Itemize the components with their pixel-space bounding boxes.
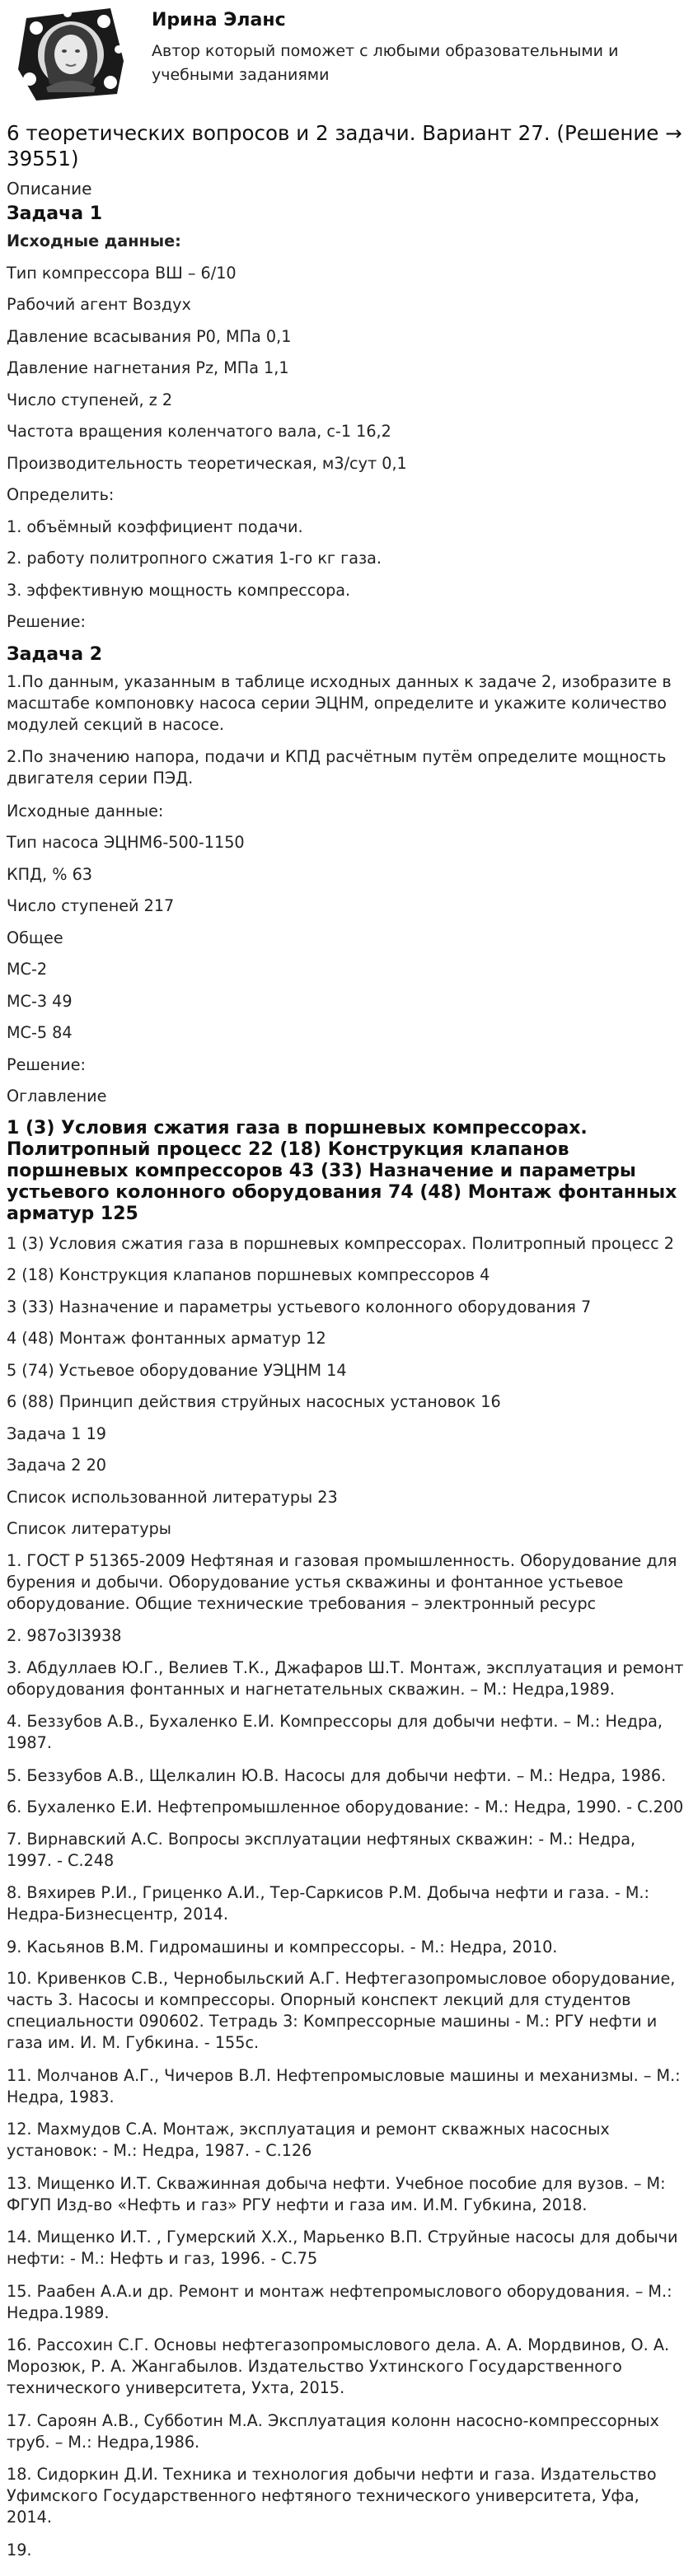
author-block (7, 0, 685, 112)
literature-item: 4. Беззубов А.В., Бухаленко Е.И. Компрессоры для добычи нефти. – М.: Недра, 1987. (7, 1712, 663, 1752)
toc-item: 1 (3) Условия сжатия газа в поршневых компрессорах. Политропный процесс 2 (7, 1233, 674, 1253)
task1-line: Определить: (7, 485, 115, 504)
literature-item: 1. ГОСТ Р 51365-2009 Нефтяная и газовая промышленность. Оборудование для бурения и добычи. Оборудование устья скважины и фонтанное устьевое оборудование. Общие технические требования – электронный ресурс (7, 1550, 677, 1613)
task2-line: Тип насоса ЭЦНМ6-500-1150 (7, 833, 245, 852)
task2-heading: Задача 2 (7, 643, 103, 665)
literature-item: 7. Вирнавский А.С. Вопросы эксплуатации нефтяных скважин: - М.: Недра, 1997. - С.248 (7, 1829, 636, 1870)
author-name[interactable]: Ирина Эланс (152, 10, 286, 30)
task2-line: МС-5 84 (7, 1023, 73, 1042)
literature-item: 14. Мищенко И.Т. , Гумерский Х.Х., Марьенко В.П. Струйные насосы для добычи нефти: - М.: Нефть и газ, 1996. - С.75 (7, 2228, 678, 2268)
task1-line: 1. объёмный коэффициент подачи. (7, 517, 303, 536)
literature-label: Список литературы (7, 1519, 171, 1538)
task1-line: Рабочий агент Воздух (7, 295, 191, 314)
task2-line: МС-3 49 (7, 991, 73, 1011)
toc-item: Список использованной литературы 23 (7, 1487, 338, 1507)
literature-item: 13. Мищенко И.Т. Скважинная добыча нефти. Учебное пособие для вузов. – М: ФГУП Изд-во «Нефть и газ» РГУ нефти и газа им. И.М. Губкина, 2018. (7, 2173, 666, 2214)
task2-line: Исходные данные: (7, 801, 164, 820)
page-title: 6 теоретических вопросов и 2 задачи. Вариант 27. (Решение → 39551) (7, 121, 682, 171)
task1-line: Производительность теоретическая, м3/сут 0,1 (7, 453, 407, 473)
author-avatar-icon[interactable] (12, 3, 129, 104)
literature-item: 6. Бухаленко Е.И. Нефтепромышленное оборудование: - М.: Недра, 1990. - С.200 (7, 1798, 684, 1816)
literature-item: 18. Сидоркин Д.И. Техника и технология добычи нефти и газа. Издательство Уфимского Государственного нефтяного технического университета, Уфа, 2014. (7, 2465, 657, 2527)
toc-item: 6 (88) Принцип действия струйных насосных установок 16 (7, 1392, 501, 1411)
toc-item: 2 (18) Конструкция клапанов поршневых компрессоров 4 (7, 1265, 490, 1284)
task2-line: МС-2 (7, 960, 48, 979)
literature-item: 12. Махмудов С.А. Монтаж, эксплуатация и ремонт скважных насосных установок: - М.: Недра, 1987. - С.126 (7, 2120, 610, 2160)
toc-item: 4 (48) Монтаж фонтанных арматур 12 (7, 1329, 326, 1348)
task1-line: Тип компрессора ВШ – 6/10 (7, 263, 237, 283)
task2-line: 2.По значению напора, подачи и КПД расчётным путём определите мощность двигателя серии ПЭД. (7, 747, 667, 788)
toc-item: 5 (74) Устьевое оборудование УЭЦНМ 14 (7, 1360, 347, 1380)
literature-item: 10. Кривенков С.В., Чернобыльский А.Г. Нефтегазопромысловое оборудование, часть 3. Насосы и компрессоры. Опорный конспект лекций для студентов специальности 090602. Тетрадь 3: Компрессорные машины - М.: РГУ нефти и газа им. И. М. Губкина. - 155с. (7, 1969, 676, 2052)
toc-heading: 1 (3) Условия сжатия газа в поршневых компрессорах. Политропный процесс 22 (18) Конструкция клапанов поршневых компрессоров 43 (33) Назначение и параметры устьевого колонного оборудования 74 (48) Монтаж фонтанных арматур 125 (7, 1117, 677, 1224)
task1-line: 2. работу политропного сжатия 1-го кг газа. (7, 549, 382, 568)
toc-label: Оглавление (7, 1087, 107, 1106)
task1-line: Частота вращения коленчатого вала, с-1 16,2 (7, 422, 391, 441)
task2-line: Число ступеней 217 (7, 896, 175, 915)
literature-item: 17. Сароян А.В., Субботин М.А. Эксплуатация колонн насосно-компрессорных труб. – М.: Недра,1986. (7, 2410, 659, 2452)
task2-line: Общее (7, 928, 63, 947)
task1-line: Решение: (7, 612, 87, 631)
literature-item: 19. (7, 2540, 32, 2560)
toc-item: Задача 1 19 (7, 1424, 106, 1443)
task2-line: 1.По данным, указанным в таблице исходных данных к задаче 2, изобразите в масштабе компоновку насоса серии ЭЦНМ, определите и укажите количество модулей секций в насосе. (7, 671, 672, 734)
task1-line: Число ступеней, z 2 (7, 390, 173, 409)
literature-item: 2. 987o3I3938 (7, 1626, 122, 1645)
description-label: Описание (7, 179, 92, 199)
author-description: Автор который поможет с любыми образовательными и учебными заданиями (152, 42, 619, 84)
task1-line: 3. эффективную мощность компрессора. (7, 580, 351, 600)
task2-line: КПД, % 63 (7, 864, 92, 884)
toc-item: 3 (33) Назначение и параметры устьевого колонного оборудования 7 (7, 1297, 592, 1316)
literature-item: 5. Беззубов А.В., Щелкалин Ю.В. Насосы для добычи нефти. – М.: Недра, 1986. (7, 1765, 667, 1785)
literature-item: 16. Рассохин С.Г. Основы нефтегазопромыслового дела. А. А. Мордвинов, О. А. Морозюк, Р. А. Жангабылов. Издательство Ухтинского Государственного технического университета, Ухта, 2015. (7, 2335, 670, 2397)
task1-line: Давление всасывания P0, МПа 0,1 (7, 326, 292, 346)
literature-item: 15. Раабен А.А.и др. Ремонт и монтаж нефтепромыслового оборудования. – М.: Недра.1989. (7, 2281, 672, 2322)
task1-heading: Задача 1 (7, 203, 103, 224)
literature-item: 3. Абдуллаев Ю.Г., Велиев Т.К., Джафаров Ш.Т. Монтаж, эксплуатация и ремонт оборудования фонтанных и нагнетательных скважин. – М.: Недра,1989. (7, 1657, 684, 1699)
task1-initial-data-label: Исходные данные: (7, 231, 181, 250)
literature-item: 11. Молчанов А.Г., Чичеров В.Л. Нефтепромысловые машины и механизмы. – М.: Недра, 1983. (7, 2065, 681, 2106)
task1-line: Давление нагнетания Pz, МПа 1,1 (7, 358, 289, 377)
literature-item: 8. Вяхирев Р.И., Гриценко А.И., Тер-Саркисов Р.М. Добыча нефти и газа. - М.: Недра-Бизнесцентр, 2014. (7, 1883, 649, 1924)
toc-item: Задача 2 20 (7, 1456, 106, 1475)
task2-line: Решение: (7, 1054, 87, 1074)
literature-item: 9. Касьянов В.М. Гидромашины и компрессоры. - М.: Недра, 2010. (7, 1937, 558, 1957)
